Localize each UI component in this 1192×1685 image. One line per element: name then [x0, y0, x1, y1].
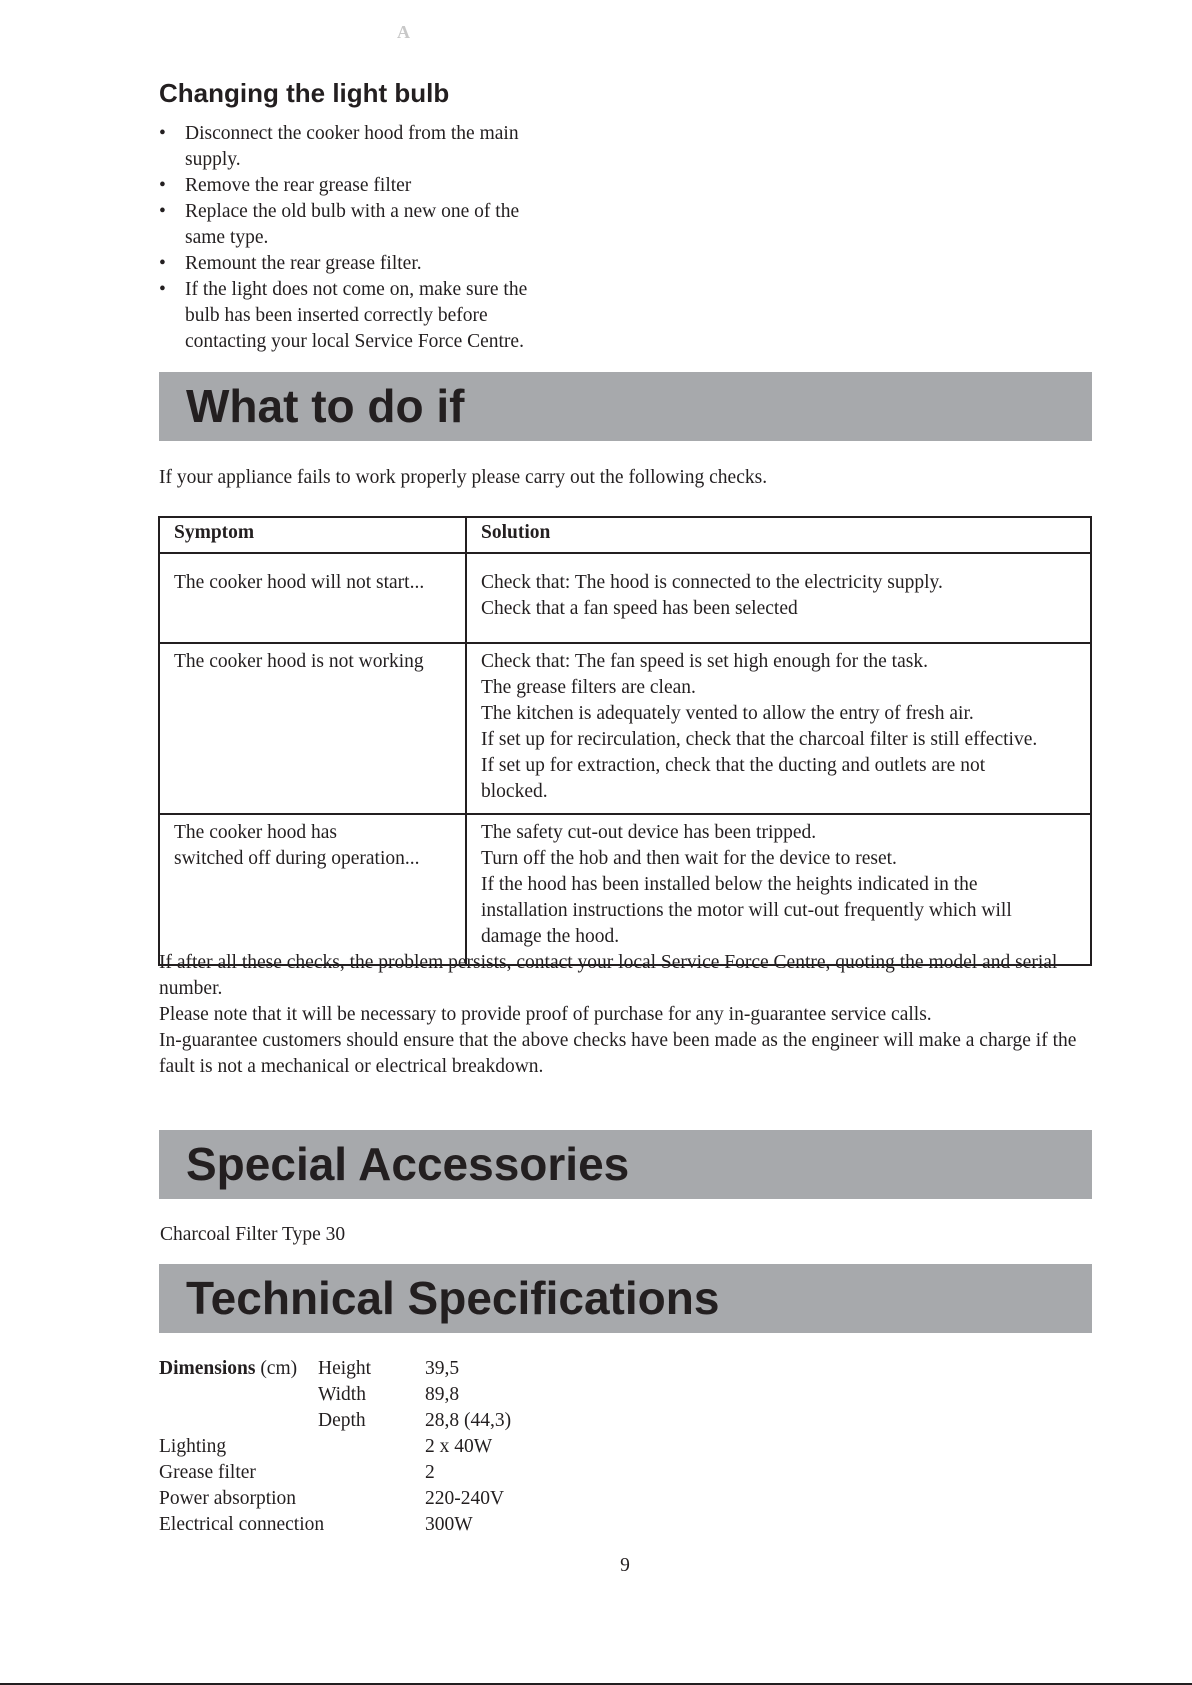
after-checks-paragraph: If after all these checks, the problem persists, contact your local Service Force Centre, quoting the model and serial number.: [159, 952, 1058, 999]
symptom-line: The cooker hood will not start...: [174, 572, 425, 593]
bulb-step-line: same type.: [185, 227, 269, 248]
spec-label: Grease filter: [159, 1462, 256, 1483]
bullet-mark: •: [159, 201, 166, 222]
solution-cell: [466, 553, 1091, 643]
spec-label: Electrical connection: [159, 1514, 325, 1535]
bulb-step-line: Disconnect the cooker hood from the main: [185, 123, 519, 144]
bulb-step: [159, 251, 579, 277]
bullet-mark: •: [159, 279, 166, 300]
header-mark: A: [397, 22, 410, 42]
page-number: 9: [620, 1555, 630, 1576]
bulb-step-line: bulb has been inserted correctly before: [185, 305, 488, 326]
spec-sublabel: Depth: [318, 1410, 366, 1431]
spec-value: 300W: [425, 1514, 473, 1535]
dimensions-label-bold: Dimensions: [159, 1358, 256, 1379]
solution-line: damage the hood.: [481, 926, 620, 947]
what-to-do-banner: [159, 372, 1092, 441]
table-row: [159, 814, 1091, 965]
spec-sublabel: Width: [318, 1384, 366, 1405]
bulb-step-line: contacting your local Service Force Centre.: [185, 331, 524, 352]
bulb-step: [159, 121, 579, 173]
solution-line: If set up for extraction, check that the ducting and outlets are not: [481, 755, 986, 776]
bullet-mark: •: [159, 253, 166, 274]
solution-cell: [466, 814, 1091, 965]
table-row: [159, 643, 1091, 814]
solution-line: If set up for recirculation, check that the charcoal filter is still effective.: [481, 729, 1038, 750]
bullet-mark: •: [159, 123, 166, 144]
solution-line: The grease filters are clean.: [481, 677, 696, 698]
spec-value: 2 x 40W: [425, 1436, 493, 1457]
spec-value: 220-240V: [425, 1488, 505, 1509]
spec-label: Lighting: [159, 1436, 227, 1457]
spec-value: 28,8 (44,3): [425, 1410, 512, 1431]
solution-cell: [466, 643, 1091, 814]
changing-bulb-heading: Changing the light bulb: [159, 78, 450, 108]
after-checks-paragraph: In-guarantee customers should ensure that the above checks have been made as the engineer will make a charge if the fault is not a mechanical or electrical breakdown.: [159, 1030, 1077, 1077]
solution-line: Turn off the hob and then wait for the device to reset.: [481, 848, 897, 869]
technical-specifications-heading: Technical Specifications: [186, 1271, 720, 1324]
bullet-mark: •: [159, 175, 166, 196]
symptom-cell: [159, 814, 466, 965]
solution-line: The safety cut-out device has been tripped.: [481, 822, 817, 843]
bulb-step-line: If the light does not come on, make sure the: [185, 279, 528, 300]
solution-line: If the hood has been installed below the heights indicated in the: [481, 874, 978, 895]
after-checks-text: [159, 950, 1094, 1080]
symptom-header: Symptom: [159, 517, 466, 553]
solution-line: Check that a fan speed has been selected: [481, 598, 798, 619]
after-checks-paragraph: Please note that it will be necessary to provide proof of purchase for any in-guarantee service calls.: [159, 1004, 932, 1025]
bulb-step: [159, 277, 579, 355]
spec-value: 39,5: [425, 1358, 460, 1379]
solution-line: Check that: The fan speed is set high enough for the task.: [481, 651, 928, 672]
spec-sublabel: Height: [318, 1358, 372, 1379]
table-header-row: [159, 517, 1091, 553]
spec-value: 2: [425, 1462, 435, 1483]
bulb-step-line: Remount the rear grease filter.: [185, 253, 422, 274]
bulb-step-line: Replace the old bulb with a new one of the: [185, 201, 520, 222]
solution-line: Check that: The hood is connected to the electricity supply.: [481, 572, 943, 593]
symptom-cell: [159, 553, 466, 643]
special-accessories-banner: [159, 1130, 1092, 1199]
accessory-item: Charcoal Filter Type 30: [160, 1224, 346, 1245]
solution-header: Solution: [466, 517, 1091, 553]
what-to-do-intro: If your appliance fails to work properly please carry out the following checks.: [159, 467, 768, 488]
special-accessories-heading: Special Accessories: [186, 1137, 630, 1190]
dimensions-label: [159, 1356, 297, 1382]
what-to-do-heading: What to do if: [186, 379, 465, 432]
solution-line: blocked.: [481, 781, 548, 802]
bulb-step: [159, 199, 579, 251]
spec-value: 89,8: [425, 1384, 460, 1405]
technical-specifications-banner: [159, 1264, 1092, 1333]
solution-line: The kitchen is adequately vented to allow the entry of fresh air.: [481, 703, 974, 724]
dimensions-unit: (cm): [255, 1358, 298, 1379]
symptom-line: The cooker hood is not working: [174, 651, 424, 672]
spec-label: Power absorption: [159, 1488, 297, 1509]
symptom-line: switched off during operation...: [174, 848, 420, 869]
bulb-step: [159, 173, 579, 199]
troubleshooting-table: [158, 516, 1092, 966]
changing-bulb-steps: [159, 121, 579, 355]
symptom-cell: [159, 643, 466, 814]
table-row: [159, 553, 1091, 643]
bulb-step-line: supply.: [185, 149, 241, 170]
solution-line: installation instructions the motor will cut-out frequently which will: [481, 900, 1012, 921]
bulb-step-line: Remove the rear grease filter: [185, 175, 412, 196]
symptom-line: The cooker hood has: [174, 822, 337, 843]
